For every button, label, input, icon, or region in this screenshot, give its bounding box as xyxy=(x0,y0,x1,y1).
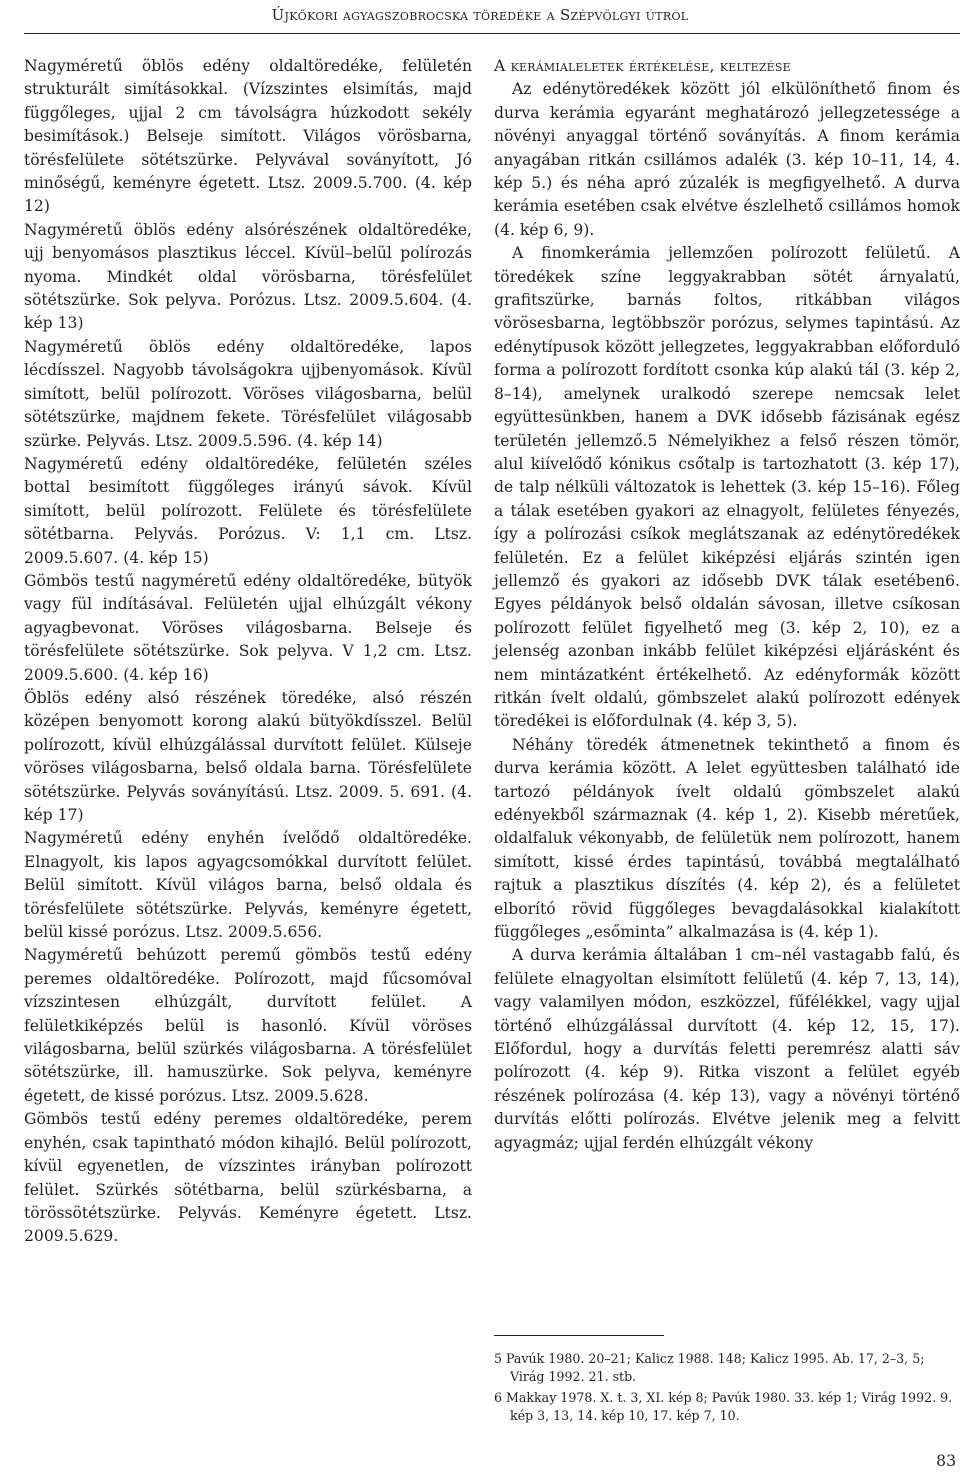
footnotes xyxy=(494,1350,960,1428)
header-rule xyxy=(24,33,960,34)
right-column xyxy=(494,55,960,1155)
catalog-entry: Nagyméretű öblös edény oldaltöredéke, felületén strukturált simításokkal. (Vízszintes elsimítás, majd függőleges, ujjal 2 cm távolságra húzkodott sekély besimítások.) Belseje simított. Világos vörösbarna, törésfelülete sötétszürke. Pelyvával soványított, Jó minőségű, keményre égetett. Ltsz. 2009.5.700. (4. kép 12) xyxy=(24,57,472,216)
catalog-entry: Gömbös testű edény peremes oldaltöredéke, perem enyhén, csak tapintható módon kihajló. Belül polírozott, kívül egyenetlen, de vízszintes irányban polírozott felület. Szürkés sötétbarna, belül szürkésbarna, a törössötétszürke. Pelyvás. Keményre égetett. Ltsz. 2009.5.629. xyxy=(24,1110,472,1246)
body-paragraph: Néhány töredék átmenetnek tekinthető a finom és durva kerámia között. A lelet együttesben található ide tartozó példányok ívelt oldalú gömbszelet alakú edényekből származnak (4. kép 1, 2). Kisebb méretűek, oldalfaluk vékonyabb, de felületük nem polírozott, hanem simított, kissé érdes tapintású, továbbá megtalálható rajtuk a plasztikus díszítés (4. kép 2), és a felületet elborító rövid függőleges bevagdalásokkal kialakított függőleges „esőminta” alkalmazása is (4. kép 1). xyxy=(494,735,960,942)
catalog-entry: Öblös edény alsó részének töredéke, alsó részén középen benyomott korong alakú bütyökdísszel. Belül polírozott, kívül elhúzgálással durvított felület. Külseje vöröses világosbarna, belső oldala barna. Törésfelülete sötétszürke. Pelyvás soványítású. Ltsz. 2009. 5. 691. (4. kép 17) xyxy=(24,688,472,824)
catalog-entry: Nagyméretű behúzott peremű gömbös testű edény peremes oldaltöredéke. Polírozott, majd fűcsomóval vízszintesen elhúzgált, durvított felület. A felületkiképzés belül is hasonló. Kívül vöröses világosbarna, belül szürkés világosbarna. A törésfelület sötétszürke, ill. hamuszürke. Sok pelyva, keményre égetett, de kissé porózus. Ltsz. 2009.5.628. xyxy=(24,946,472,1105)
body-paragraph: Az edénytöredékek között jól elkülöníthető finom és durva kerámia egyaránt meghatározó jellegzetessége a növényi anyaggal történő soványítás. A finom kerámia anyagában ritkán csillámos adalék (3. kép 10–11, 14, 4. kép 5.) és néha apró zúzalék is megfigyelhető. A durva kerámia esetében csak elvétve észlelhető csillámos homok (4. kép 6, 9). xyxy=(494,80,960,239)
catalog-entry: Nagyméretű edény oldaltöredéke, felületén széles bottal besimított függőleges irányú sávok. Kívül simított, belül polírozott. Felülete és törésfelülete sötétbarna. Pelyvás. Porózus. V: 1,1 cm. Ltsz. 2009.5.607. (4. kép 15) xyxy=(24,454,472,567)
left-column xyxy=(24,55,472,1249)
footnote: 6 Makkay 1978. X. t. 3, XI. kép 8; Pavúk 1980. 33. kép 1; Virág 1992. 9. kép 3, 13, 14. kép 10, 17. kép 7, 10. xyxy=(494,1389,953,1424)
section-title: A kerámialeletek értékelése, keltezése xyxy=(494,57,791,75)
footnote: 5 Pavúk 1980. 20–21; Kalicz 1988. 148; Kalicz 1995. Ab. 17, 2–3, 5; Virág 1992. 21. stb. xyxy=(494,1351,925,1385)
running-header: Újkőkori agyagszobrocska töredéke a Szépvölgyi útról xyxy=(271,6,689,24)
page-number: 83 xyxy=(936,1452,956,1470)
body-paragraph: A finomkerámia jellemzően polírozott felületű. A töredékek színe leggyakrabban sötét árnyalatú, grafitszürke, barnás foltos, ritkábban világos vörösesbarna, legtöbbször porózus, selymes tapintású. Az edénytípusok között jellegzetes, leggyakrabban előforduló forma a polírozott fordított csonka kúp alakú tál (3. kép 2, 8–14), amelynek uralkodó szerepe nemcsak lelet együttesünkben, hanem a DVK idősebb fázisának egész területén jellemző.5 Némelyikhez a felső részen tömör, alul kiívelődő kónikus csőtalp is tartozhatott (3. kép 17), de talp nélküli változatok is lehettek (3. kép 15–16). Főleg a tálak esetében gyakori az elnagyolt, felületes fényezés, így a polírozási csíkok meglátszanak az edénytöredékek felületén. Ez a felület kiképzési eljárás szintén igen jellemző és gyakori az idősebb DVK tálak esetében6. Egyes példányok belső oldalán sávosan, illetve csíkosan polírozott felület figyelhető meg (3. kép 2, 10), ez a jelenség azonban inkább felület kiképzési eljárásként és nem mintázatként értékelhető. Az edényformák között ritkán ívelt oldalú, gömbszelet alakú polírozott edények töredékei is előfordulnak (4. kép 3, 5). xyxy=(494,244,960,731)
catalog-entry: Gömbös testű nagyméretű edény oldaltöredéke, bütyök vagy fül indításával. Felületén ujjal elhúzgált vékony agyagbevonat. Vöröses világosbarna. Belseje és törésfelülete sötétszürke. Sok pelyva. V 1,2 cm. Ltsz. 2009.5.600. (4. kép 16) xyxy=(24,571,472,684)
catalog-entry: Nagyméretű öblös edény alsórészének oldaltöredéke, ujj benyomásos plasztikus léccel. Kívül–belül polírozás nyoma. Mindkét oldal vörösbarna, törésfelület sötétszürke. Sok pelyva. Porózus. Ltsz. 2009.5.604. (4. kép 13) xyxy=(24,220,472,333)
footnote-rule xyxy=(494,1335,664,1336)
catalog-entry: Nagyméretű edény enyhén ívelődő oldaltöredéke. Elnagyolt, kis lapos agyagcsomókkal durvított felület. Belül simított. Kívül világos barna, belső oldala és törésfelülete sötétszürke. Pelyvás, keményre égetett, belül kissé porózus. Ltsz. 2009.5.656. xyxy=(24,829,472,942)
catalog-entry: Nagyméretű öblös edény oldaltöredéke, lapos lécdísszel. Nagyobb távolságokra ujjbenyomások. Kívül simított, belül polírozott. Vöröses világosbarna, belül sötétszürke, majdnem fekete. Törésfelület világosabb szürke. Pelyvás. Ltsz. 2009.5.596. (4. kép 14) xyxy=(24,337,472,450)
body-paragraph: A durva kerámia általában 1 cm–nél vastagabb falú, és felülete elnagyoltan elsimított felületű (4. kép 7, 13, 14), vagy valamilyen módon, eszközzel, fűfélékkel, vagy ujjal történő elhúzgálással durvított (4. kép 12, 15, 17). Előfordul, hogy a durvítás feletti peremrész alatti sáv polírozott (4. kép 9). Ritka viszont a felület egyéb részének polírozása (4. kép 13), vagy a növényi történő durvítás előtti polírozás. Elvétve jelenik meg a felvitt agyagmáz; ujjal ferdén elhúzgált vékony xyxy=(494,946,960,1152)
